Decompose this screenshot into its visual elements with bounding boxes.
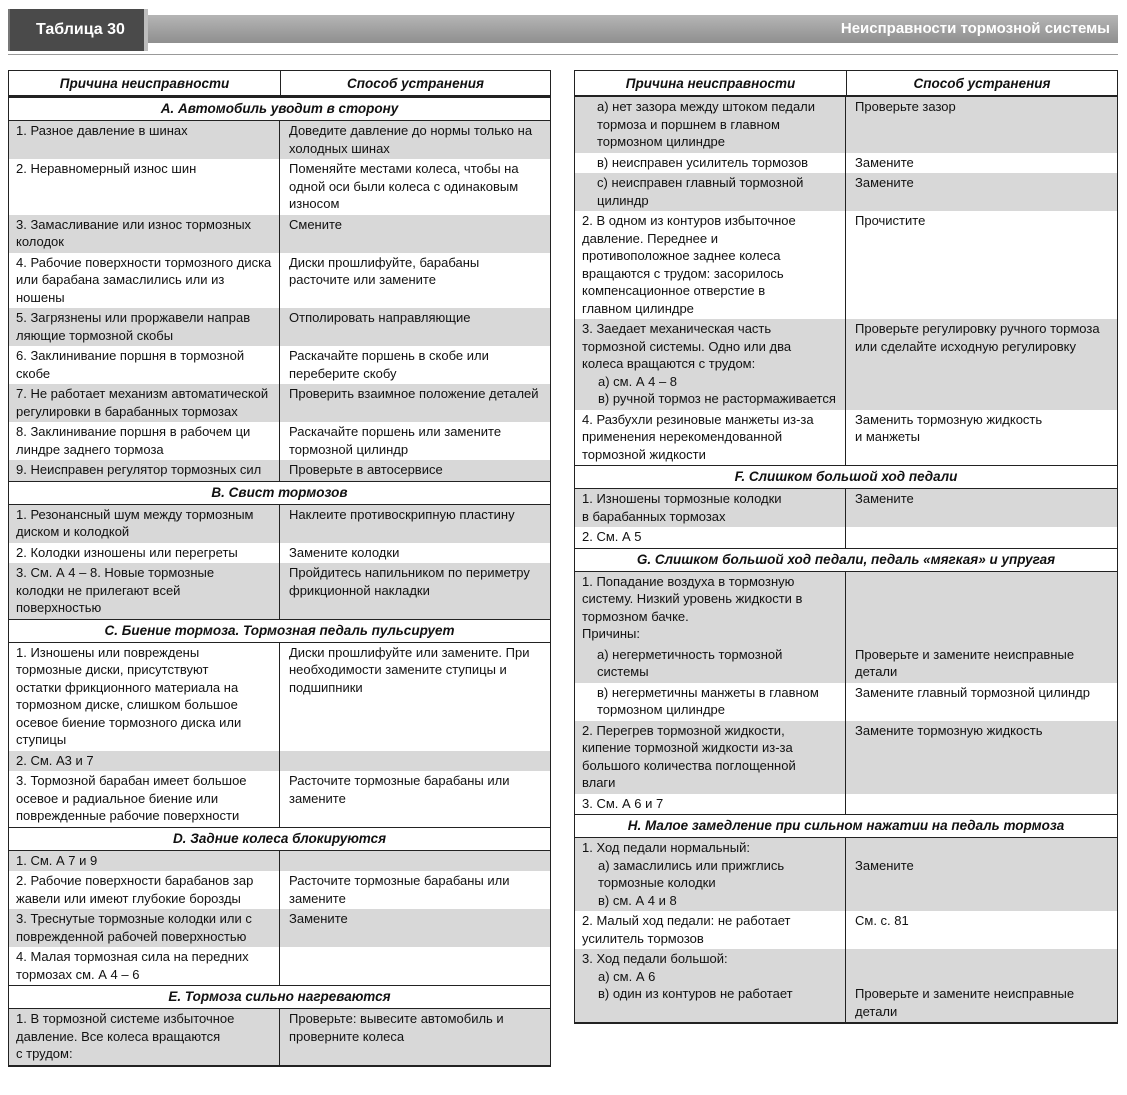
cause-cell: [9, 909, 280, 947]
fix-cell: [280, 909, 550, 947]
cause-cell: [575, 838, 846, 911]
fix-line: Замените: [855, 491, 914, 506]
fix-line: Замените: [855, 154, 914, 170]
fix-line: Проверьте зазор: [855, 99, 956, 114]
table-row: [9, 947, 550, 985]
cause-line: регулировки в барабанных тормозах: [16, 403, 238, 419]
cause-line: 2. См. А3 и 7: [16, 752, 94, 768]
fix-line: Доведите давление до нормы только на: [289, 123, 533, 138]
fix-line: необходимости замените ступицы и: [289, 662, 507, 677]
cause-header: Причина неисправности: [575, 71, 847, 95]
cause-line: 3. См. А 6 и 7: [582, 795, 664, 811]
cause-line: 3. Замасливание или износ тормозных: [16, 216, 252, 232]
cause-line: 2. В одном из контуров избыточное: [582, 213, 796, 228]
cause-cell: [575, 949, 846, 1022]
cause-line: давление. Все колеса вращаются: [16, 1028, 221, 1044]
cause-line: тормозном цилиндре: [597, 702, 725, 717]
fix-cell: [846, 794, 1117, 815]
fix-cell: [846, 173, 1117, 211]
fix-line: Диски прошлифуйте или замените. При: [289, 644, 530, 660]
fix-line: Проверьте: вывесите автомобиль и: [289, 1011, 504, 1026]
cause-line: 1. В тормозной системе избыточное: [16, 1011, 235, 1026]
fix-cell: [280, 563, 550, 619]
cause-line: с) неисправен главный тормозной: [597, 175, 804, 190]
fix-cell: [280, 1009, 550, 1065]
cause-line: 1. Изношены или повреждены: [16, 644, 200, 660]
cause-line: 4. Разбухли резиновые манжеты из-за: [582, 411, 814, 427]
cause-line: 3. Ход педали большой:: [582, 951, 728, 966]
table-title: Неисправности тормозной системы: [840, 20, 1110, 37]
fix-line: Проверить взаимное положение деталей: [289, 386, 539, 401]
fix-cell: [280, 253, 550, 309]
cause-cell: [575, 645, 846, 683]
cause-line: тормозном диске, слишком большое: [16, 697, 238, 712]
table-row: [9, 253, 550, 309]
fix-line: Проверьте и замените неисправные: [855, 986, 1075, 1001]
fix-line: [855, 839, 1113, 857]
fix-line: Замените главный тормозной цилиндр: [855, 684, 1090, 700]
cause-cell: [575, 153, 846, 174]
table-row: [9, 308, 550, 346]
cause-line: в барабанных тормозах: [582, 508, 726, 524]
cause-line: тормозные колодки: [598, 875, 716, 890]
fix-line: Проверьте в автосервисе: [289, 462, 443, 477]
table-row: [575, 794, 1117, 815]
cause-line: 8. Заклинивание поршня в рабочем ци: [16, 424, 251, 439]
column-headers: [575, 71, 1117, 97]
section-heading: H. Малое замедление при сильном нажатии на педаль тормоза: [575, 814, 1117, 838]
cause-line: 1. Изношены тормозные колодки: [582, 491, 782, 506]
fix-cell: [280, 505, 550, 543]
cause-cell: [9, 253, 280, 309]
fix-line: тормозной цилиндр: [289, 441, 409, 457]
fix-line: фрикционной накладки: [289, 582, 430, 598]
cause-line: в) ручной тормоз не растормаживается: [598, 391, 836, 406]
cause-cell: [9, 871, 280, 909]
cause-cell: [9, 1009, 280, 1065]
section-heading: G. Слишком большой ход педали, педаль «мягкая» и упругая: [575, 548, 1117, 572]
cause-line: применения нерекомендованной: [582, 429, 783, 444]
right-table-body: [575, 97, 1117, 1022]
cause-line: 1. Разное давление в шинах: [16, 123, 188, 138]
table-row: [9, 121, 550, 159]
fix-line: холодных шинах: [289, 140, 390, 156]
cause-line: поврежденной рабочей поверхностью: [16, 928, 247, 944]
cause-line: осевое биение тормозного диска или: [16, 714, 242, 730]
cause-cell: [9, 751, 280, 772]
fix-line: [855, 950, 1113, 968]
fix-line: Наклеите противоскрипную пластину: [289, 506, 515, 522]
fix-cell: [280, 643, 550, 751]
cause-cell: [575, 911, 846, 949]
cause-line: большого количества поглощенной: [582, 757, 796, 773]
table-row: [9, 346, 550, 384]
fix-cell: [846, 211, 1117, 319]
cause-cell: [9, 308, 280, 346]
fix-line: Замените колодки: [289, 544, 400, 560]
fix-cell: [280, 771, 550, 827]
fix-line: Прочистите: [855, 213, 926, 228]
cause-cell: [575, 489, 846, 527]
cause-line: колодок: [16, 234, 64, 249]
cause-cell: [575, 97, 846, 153]
table-row: [9, 909, 550, 947]
cause-line: усилитель тормозов: [582, 930, 704, 946]
cause-line: линдре заднего тормоза: [16, 441, 164, 457]
fix-cell: [280, 308, 550, 346]
table-row: [575, 721, 1117, 794]
fix-line: одной оси были колеса с одинаковым: [289, 178, 519, 194]
table-row: [575, 489, 1117, 527]
section-heading: B. Свист тормозов: [9, 481, 550, 505]
cause-line: поверхностью: [16, 600, 102, 615]
table-row: [575, 527, 1117, 548]
fix-cell: [846, 721, 1117, 794]
table-row: [575, 911, 1117, 949]
fix-line: Заменить тормозную жидкость: [855, 411, 1043, 427]
cause-line: кипение тормозной жидкости из-за: [582, 740, 793, 755]
table-row: [9, 505, 550, 543]
fix-line: замените: [289, 790, 346, 806]
cause-line: 1. См. А 7 и 9: [16, 852, 98, 868]
fix-cell: [846, 949, 1117, 1022]
left-column: [8, 70, 551, 1067]
fix-cell: [280, 543, 550, 564]
cause-cell: [575, 211, 846, 319]
fix-cell: [846, 838, 1117, 911]
cause-line: ношены: [16, 289, 65, 305]
table-row: [9, 215, 550, 253]
left-table-body: [9, 97, 550, 1065]
cause-cell: [575, 173, 846, 211]
cause-line: а) см. А 4 – 8: [598, 373, 678, 389]
table-row: [9, 159, 550, 215]
fix-cell: [280, 121, 550, 159]
cause-cell: [9, 159, 280, 215]
right-column: [574, 70, 1118, 1024]
table-row: [9, 851, 550, 872]
section-heading: C. Биение тормоза. Тормозная педаль пульсирует: [9, 619, 550, 643]
header-rule: [8, 54, 1118, 55]
cause-cell: [9, 543, 280, 564]
fix-line: Замените тормозную жидкость: [855, 722, 1043, 738]
cause-line: 4. Малая тормозная сила на передних: [16, 949, 249, 964]
fix-line: Замените: [289, 911, 348, 926]
fix-cell: [846, 683, 1117, 721]
fix-cell: [280, 460, 550, 481]
fix-cell: [846, 153, 1117, 174]
table-row: [575, 211, 1117, 319]
cause-line: 3. Треснутые тормозные колодки или с: [16, 911, 252, 926]
cause-cell: [575, 410, 846, 466]
cause-line: 5. Загрязнены или проржавели направ: [16, 310, 251, 325]
cause-line: Причины:: [582, 626, 641, 641]
fix-cell: [280, 422, 550, 460]
cause-line: тормоза и поршнем в главном: [597, 116, 780, 132]
table-row: [575, 949, 1117, 1022]
fix-line: Проверьте регулировку ручного тормоза: [855, 321, 1100, 336]
cause-line: главном цилиндре: [582, 300, 694, 316]
cause-cell: [9, 460, 280, 481]
cause-line: влаги: [582, 775, 616, 790]
fix-line: Проверьте и замените неисправные: [855, 646, 1075, 662]
table-row: [575, 173, 1117, 211]
cause-cell: [9, 643, 280, 751]
cause-line: в) неисправен усилитель тормозов: [597, 154, 809, 170]
cause-line: а) нет зазора между штоком педали: [597, 99, 816, 114]
cause-cell: [9, 851, 280, 872]
fix-cell: [280, 384, 550, 422]
table-row: [9, 384, 550, 422]
table-number-tab: Таблица 30: [8, 9, 148, 51]
fix-line: детали: [855, 1003, 898, 1019]
cause-line: тормозах см. А 4 – 6: [16, 966, 140, 982]
cause-cell: [9, 215, 280, 253]
cause-line: тормозные диски, присутствуют: [16, 662, 209, 677]
section-heading: A. Автомобиль уводит в сторону: [9, 97, 550, 121]
cause-line: вращаются с трудом: засорилось: [582, 265, 784, 281]
cause-line: колодки не прилегают всей: [16, 582, 181, 598]
fix-line: износом: [289, 196, 340, 211]
cause-line: 2. См. А 5: [582, 529, 642, 544]
fix-cell: [846, 410, 1117, 466]
fix-line: Отполировать направляющие: [289, 310, 471, 325]
cause-line: 9. Неисправен регулятор тормозных сил: [16, 462, 262, 477]
cause-cell: [9, 121, 280, 159]
cause-line: 2. Перегрев тормозной жидкости,: [582, 722, 785, 738]
cause-cell: [9, 771, 280, 827]
fix-cell: [846, 489, 1117, 527]
fix-cell: [846, 319, 1117, 410]
cause-line: 6. Заклинивание поршня в тормозной: [16, 348, 245, 363]
cause-line: ступицы: [16, 732, 67, 747]
fix-line: См. с. 81: [855, 913, 909, 928]
fix-line: Замените: [855, 175, 914, 190]
table-header-bar: [8, 9, 1118, 53]
cause-line: ляющие тормозной скобы: [16, 327, 174, 343]
cause-line: колеса вращаются с трудом:: [582, 356, 756, 371]
table-row: [575, 572, 1117, 645]
cause-line: тормозной жидкости: [582, 446, 706, 462]
cause-line: 1. Резонансный шум между тормозным: [16, 506, 254, 522]
cause-cell: [9, 422, 280, 460]
cause-line: остатки фрикционного материала на: [16, 679, 239, 695]
cause-cell: [9, 384, 280, 422]
cause-line: тормозной системы. Одно или два: [582, 338, 792, 354]
cause-cell: [9, 505, 280, 543]
table-row: [575, 838, 1117, 911]
fix-line: Раскачайте поршень или замените: [289, 424, 502, 439]
table-row: [575, 153, 1117, 174]
cause-line: или барабана замаслились или из: [16, 272, 225, 287]
fix-line: и манжеты: [855, 429, 921, 444]
cause-line: тормозном бачке.: [582, 608, 689, 624]
table-row: [9, 871, 550, 909]
cause-line: жавели или имеют глубокие борозды: [16, 890, 241, 906]
cause-line: 1. Попадание воздуха в тормозную: [582, 573, 795, 589]
cause-line: а) замаслились или прижглись: [598, 857, 785, 873]
cause-cell: [575, 794, 846, 815]
cause-cell: [575, 319, 846, 410]
fix-line: подшипники: [289, 679, 363, 695]
fix-header: Способ устранения: [913, 75, 1051, 91]
cause-cell: [9, 563, 280, 619]
fix-cell: [280, 871, 550, 909]
cause-cell: [575, 683, 846, 721]
table-row: [9, 751, 550, 772]
cause-line: 2. Неравномерный износ шин: [16, 161, 197, 176]
fix-cell: [280, 947, 550, 985]
cause-line: в) см. А 4 и 8: [598, 892, 677, 908]
cause-line: 3. Тормозной барабан имеет большое: [16, 773, 247, 788]
cause-line: 3. Заедает механическая часть: [582, 321, 772, 336]
table-row: [9, 563, 550, 619]
cause-cell: [575, 721, 846, 794]
cause-line: тормозном цилиндре: [597, 134, 725, 149]
cause-line: а) негерметичность тормозной: [597, 646, 783, 662]
fix-cell: [846, 572, 1117, 645]
cause-line: осевое и радиальное биение или: [16, 790, 219, 806]
table-row: [9, 1009, 550, 1065]
fix-cell: [846, 527, 1117, 548]
cause-line: 4. Рабочие поверхности тормозного диска: [16, 254, 272, 270]
table-row: [9, 422, 550, 460]
fix-cell: [280, 346, 550, 384]
cause-cell: [9, 346, 280, 384]
fix-line: Диски прошлифуйте, барабаны: [289, 254, 480, 270]
table-row: [575, 97, 1117, 153]
fix-cell: [280, 159, 550, 215]
fix-line: Замените: [855, 857, 914, 873]
table-row: [9, 543, 550, 564]
cause-cell: [575, 527, 846, 548]
fix-line: Смените: [289, 216, 343, 232]
fix-line: переберите скобу: [289, 365, 397, 381]
cause-line: 7. Не работает механизм автоматической: [16, 386, 269, 401]
fix-line: Расточите тормозные барабаны или: [289, 873, 510, 888]
section-heading: D. Задние колеса блокируются: [9, 827, 550, 851]
cause-line: 1. Ход педали нормальный:: [582, 840, 750, 855]
cause-line: 3. См. А 4 – 8. Новые тормозные: [16, 565, 215, 580]
fix-line: или сделайте исходную регулировку: [855, 338, 1076, 354]
cause-line: скобе: [16, 365, 51, 381]
table-row: [9, 771, 550, 827]
table-row: [9, 460, 550, 481]
cause-line: систему. Низкий уровень жидкости в: [582, 591, 803, 606]
fix-line: проверните колеса: [289, 1028, 405, 1044]
cause-line: системы: [597, 664, 649, 679]
cause-line: диском и колодкой: [16, 524, 130, 539]
section-heading: F. Слишком большой ход педали: [575, 465, 1117, 489]
fix-line: Раскачайте поршень в скобе или: [289, 348, 489, 363]
fix-line: Поменяйте местами колеса, чтобы на: [289, 161, 519, 176]
cause-line: а) см. А 6: [598, 968, 656, 984]
fix-cell: [280, 751, 550, 772]
cause-cell: [575, 572, 846, 645]
table-row: [575, 645, 1117, 683]
column-headers: [9, 71, 550, 97]
cause-header: Причина неисправности: [9, 71, 281, 95]
cause-line: в) негерметичны манжеты в главном: [597, 684, 819, 700]
table-row: [9, 643, 550, 751]
fix-line: Пройдитесь напильником по периметру: [289, 565, 530, 580]
fix-cell: [846, 645, 1117, 683]
cause-line: поврежденные рабочие поверхности: [16, 808, 240, 823]
cause-line: цилиндр: [597, 192, 649, 208]
cause-line: в) один из контуров не работает: [598, 986, 793, 1001]
cause-line: противоположное заднее колеса: [582, 248, 781, 263]
fix-line: расточите или замените: [289, 272, 436, 287]
fix-line: Расточите тормозные барабаны или: [289, 773, 510, 788]
cause-line: компенсационное отверстие в: [582, 283, 766, 298]
cause-line: 2. Колодки изношены или перегреты: [16, 544, 238, 560]
cause-line: 2. Рабочие поверхности барабанов зар: [16, 873, 254, 888]
section-heading: E. Тормоза сильно нагреваются: [9, 985, 550, 1009]
fix-cell: [280, 215, 550, 253]
table-row: [575, 410, 1117, 466]
table-row: [575, 319, 1117, 410]
cause-cell: [9, 947, 280, 985]
cause-line: давление. Переднее и: [582, 230, 718, 246]
table-row: [575, 683, 1117, 721]
fix-header: Способ устранения: [347, 75, 484, 91]
fix-line: замените: [289, 890, 346, 906]
cause-line: с трудом:: [16, 1046, 73, 1061]
fix-cell: [280, 851, 550, 872]
fix-line: детали: [855, 664, 898, 679]
cause-line: 2. Малый ход педали: не работает: [582, 913, 791, 928]
fix-cell: [846, 97, 1117, 153]
fix-cell: [846, 911, 1117, 949]
fix-line: [855, 968, 1113, 986]
